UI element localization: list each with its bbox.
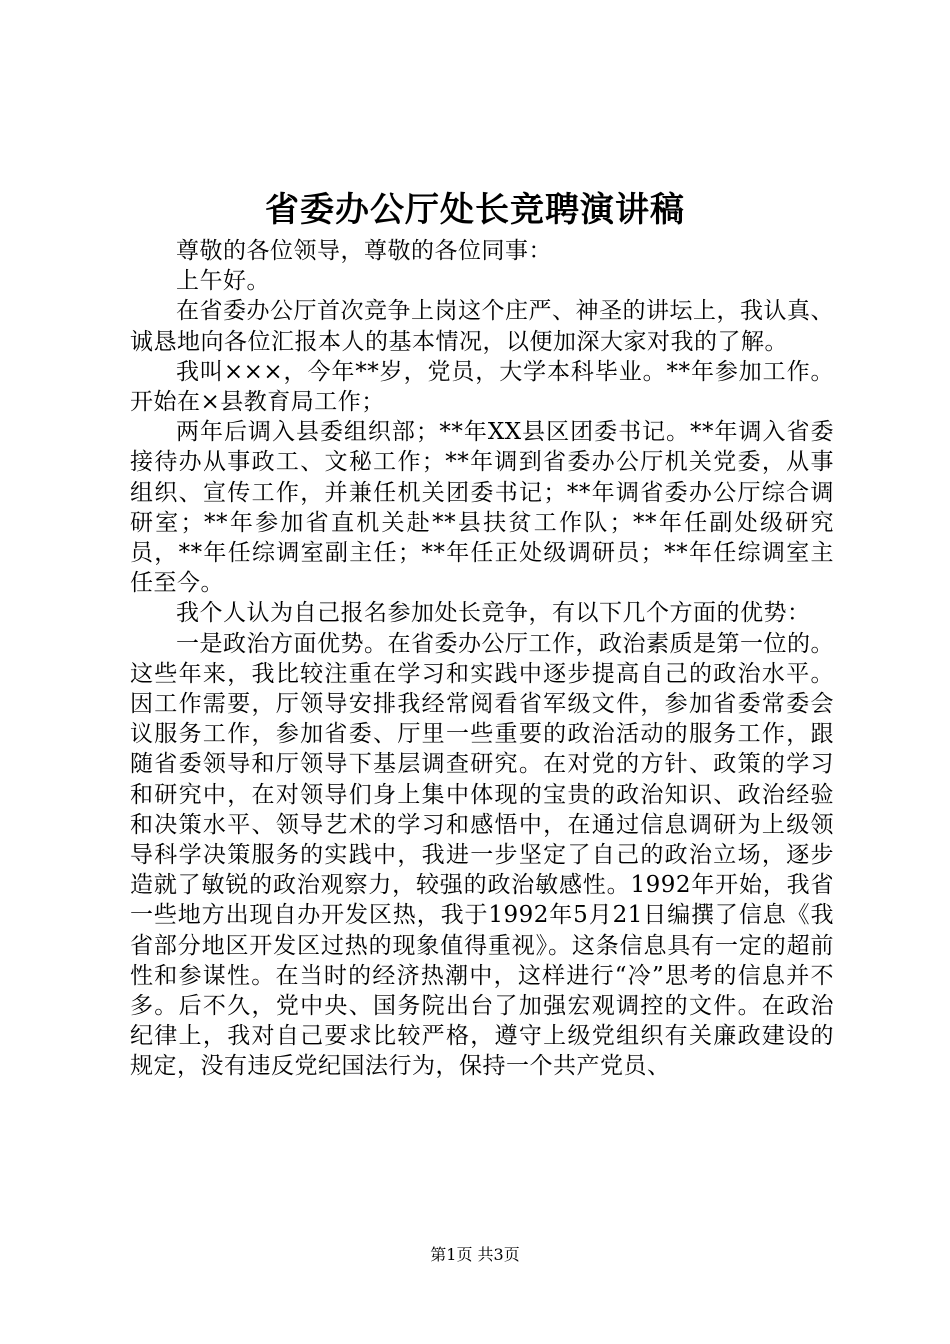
paragraph-self-intro: 我叫×××，今年**岁，党员，大学本科毕业。**年参加工作。开始在×县教育局工作； [130, 358, 834, 416]
document-body [130, 236, 834, 1082]
paragraph-advantages-lead: 我个人认为自己报名参加处长竞争，有以下几个方面的优势： [176, 600, 811, 627]
paragraph-salutation: 上午好。 [176, 268, 270, 295]
paragraph-political-advantage: 一是政治方面优势。在省委办公厅工作，政治素质是第一位的。这些年来，我比较注重在学习和实践中逐步提高自己的政治水平。因工作需要，厅领导安排我经常阅看省军级文件，参加省委常委会议服务工作，参加省委、厅里一些重要的政治活动的服务工作，跟随省委领导和厅领导下基层调查研究。在对党的方针、政策的学习和研究中，在对领导们身上集中体现的宝贵的政治知识、政治经验和决策水平、领导艺术的学习和感悟中，在通过信息调研为上级领导科学决策服务的实践中，我进一步坚定了自己的政治立场，逐步造就了敏锐的政治观察力，较强的政治敏感性。1992年开始，我省一些地方出现自办开发区热，我于1992年5月21日编撰了信息《我省部分地区开发区过热的现象值得重视》。这条信息具有一定的超前性和参谋性。在当时的经济热潮中，这样进行“冷”思考的信息并不多。后不久，党中央、国务院出台了加强宏观调控的文件。在政治纪律上，我对自己要求比较严格，遵守上级党组织有关廉政建设的规定，没有违反党纪国法行为，保持一个共产党员、 [130, 630, 834, 1080]
page-footer: 第1页 共3页 [430, 1245, 520, 1264]
paragraph-greeting: 尊敬的各位领导，尊敬的各位同事： [176, 238, 552, 264]
paragraph-intro: 在省委办公厅首次竞争上岗这个庄严、神圣的讲坛上，我认真、诚恳地向各位汇报本人的基本情况，以便加深大家对我的了解。 [130, 298, 834, 355]
paragraph-career-history: 两年后调入县委组织部；**年XX县区团委书记。**年调入省委接待办从事政工、文秘工作；**年调到省委办公厅机关党委，从事组织、宣传工作，并兼任机关团委书记；**年调省委办公厅综合调研室；**年参加省直机关赴**县扶贫工作队；**年任副处级研究员，**年任综调室副主任；**年任正处级调研员；**年任综调室主任至今。 [130, 419, 834, 597]
document-title: 省委办公厅处长竞聘演讲稿 [265, 190, 685, 230]
